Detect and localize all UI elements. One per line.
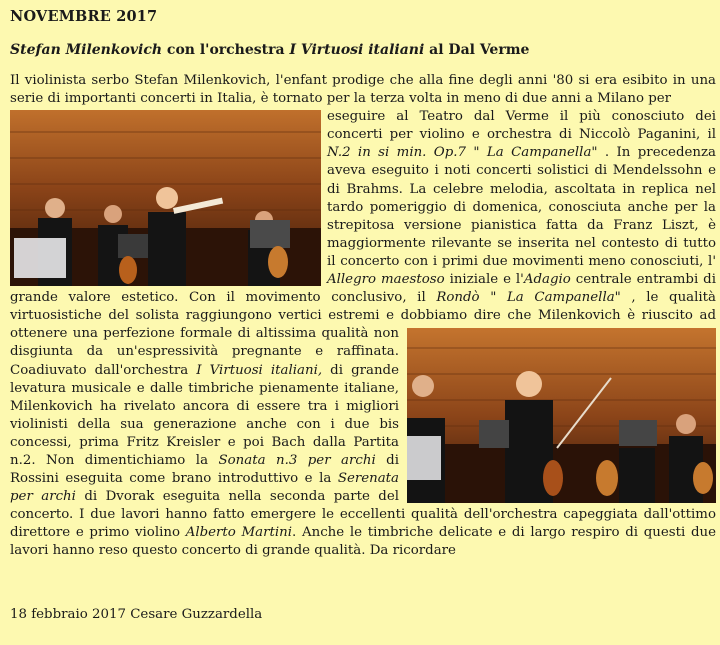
article-title xyxy=(10,42,529,58)
text-intro-line: Il violinista serbo Stefan Milenkovich, l'enfant prodige che alla fine degli anni '80 si era esibito in una serie di importanti concerti in Italia, è tornato per la terza volta in meno di due anni a Milano per xyxy=(10,73,716,107)
title-orchestra: I Virtuosi italiani xyxy=(289,42,425,58)
text-segment: di Dvorak eseguita nella seconda parte del concerto. I due lavori hanno fatto emergere le eccellenti qualità dell'orchestra capeggiata dall'ottimo direttore e primo violino xyxy=(10,489,716,541)
concert-photo-2-image xyxy=(407,328,716,503)
issue-date: NOVEMBRE 2017 xyxy=(10,8,158,25)
concert-photo-2 xyxy=(407,328,716,503)
text-segment: eseguire al Teatro dal Verme il più conosciuto dei concerti per violino e orchestra di Niccolò Paganini, il xyxy=(327,109,716,143)
text-segment: una perfezione formale di altissima qualità non disgiunta da un'espressività pregnante e raffinata. Coadiuvato dall'orchestra xyxy=(10,326,400,378)
movement-allegro: Allegro maestoso xyxy=(327,272,445,288)
title-artist: Stefan Milenkovich xyxy=(10,42,163,58)
signature-line: 18 febbraio 2017 Cesare Guzzardella xyxy=(10,607,263,622)
text-segment: , le qualità virtuosistiche del solista raggiungono vertici estremi e dobbiamo dire che Milenkovich è riuscito ad ottenere xyxy=(10,290,716,342)
conductor-name: Alberto Martini xyxy=(185,525,293,541)
text-segment: centrale entrambi di grande valore estetico. Con il movimento conclusivo, il xyxy=(10,272,716,306)
text-segment: iniziale e l' xyxy=(444,272,524,288)
title-venue: al Dal Verme xyxy=(424,42,530,58)
text-segment: di grande levatura musicale e dalle timbriche pienamente italiane, Milenkovich ha rivelato ancora di essere tra i migliori violinisti della sua generazione anche con i due bis concessi, prima Fritz Kreisler e poi Bach dalla Partita n.2. Non dimentichiamo la xyxy=(10,362,399,468)
movement-rondo: Rondò " La Campanella" xyxy=(436,290,621,306)
text-segment: . In precedenza aveva eseguito i noti concerti solistici di Mendelssohn e di Brahms. La celebre melodia, ascoltata in replica nel tardo pomeriggio di domenica, conosciuta anche per la strepitosa versione pianistica fatta da Franz Liszt, è maggiormente rilevante se inserita nel contesto di tutto il concerto con i primi due movimenti meno conosciuti, l' xyxy=(327,145,716,269)
text-segment: . Anche le timbriche delicate e di largo respiro di questi due lavori hanno reso questo concerto di grande qualità. Da ricordare xyxy=(10,525,717,559)
movement-adagio: Adagio xyxy=(523,272,571,288)
orchestra-name: I Virtuosi italiani, xyxy=(196,362,323,378)
concert-photo-1-image xyxy=(10,110,321,286)
work-title: N.2 in si min. Op.7 " La Campanella" xyxy=(327,145,598,161)
article-paragraph xyxy=(10,72,716,108)
concert-photo-1 xyxy=(10,110,321,286)
serenata-title: Serenata per archi xyxy=(10,471,399,505)
text-segment: di Rossini eseguita come brano introduttivo e la xyxy=(10,452,399,487)
sonata-title: Sonata n.3 per archi xyxy=(218,452,376,468)
title-connector: con l'orchestra xyxy=(162,42,290,58)
article-body xyxy=(10,72,716,561)
